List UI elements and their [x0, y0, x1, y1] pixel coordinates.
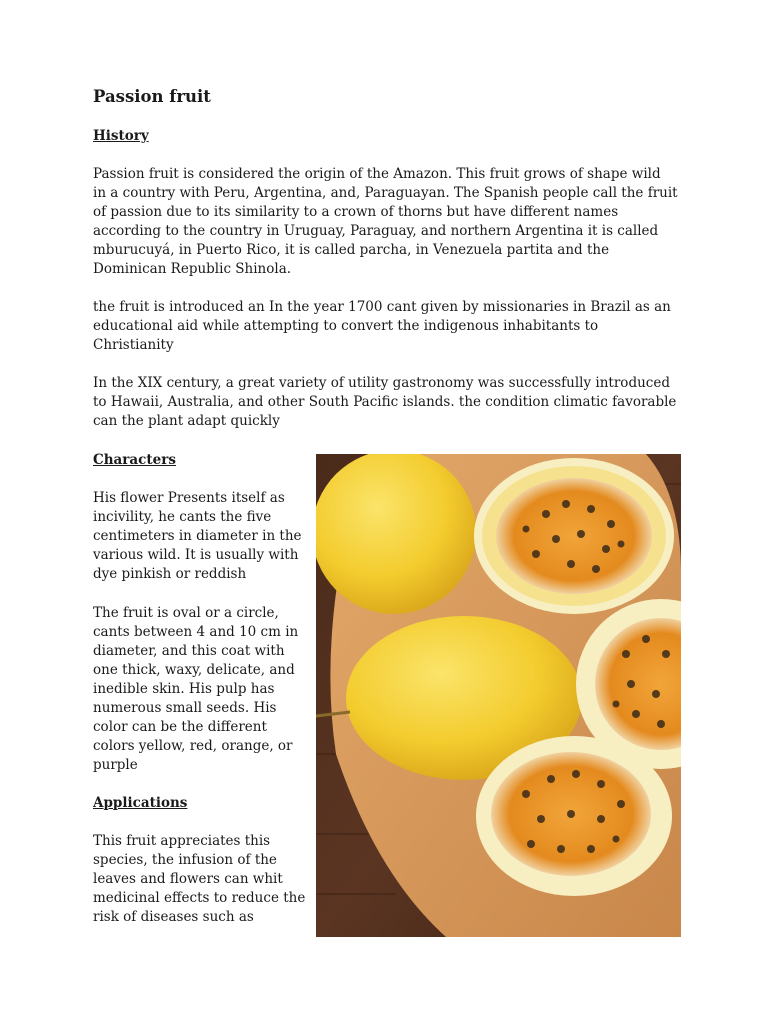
- history-paragraph-3: In the XIX century, a great variety of utility gastronomy was successfully introduced to Hawaii, Australia, and other South Pacific islands. the condition climatic favorable can the plant adapt quickly: [93, 375, 677, 429]
- characters-paragraph-2: The fruit is oval or a circle, cants between 4 and 10 cm in diameter, and this coat with one thick, waxy, delicate, and inedible skin. His pulp has numerous small seeds. His color can be the different colors yellow, red, orange, or purple: [93, 605, 299, 773]
- heading-history: History: [93, 128, 149, 144]
- halved-fruit-top-pulp: [496, 478, 652, 594]
- heading-applications: Applications: [93, 795, 188, 811]
- heading-characters: Characters: [93, 452, 176, 468]
- page-title: Passion fruit: [93, 87, 211, 106]
- history-paragraph-2: the fruit is introduced an In the year 1700 cant given by missionaries in Brazil as an educational aid while attempting to convert the indigenous inhabitants to Christianity: [93, 299, 671, 353]
- characters-paragraph-1: His flower Presents itself as incivility, he cants the five centimeters in diameter in the various wild. It is usually with dye pinkish or reddish: [93, 490, 302, 582]
- passion-fruit-illustration: [316, 454, 681, 937]
- history-paragraph-1: Passion fruit is considered the origin of the Amazon. This fruit grows of shape wild in a country with Peru, Argentina, and, Paraguayan. The Spanish people call the fruit of passion due to its similarity to a crown of thorns but have different names according to the country in Uruguay, Paraguay, and northern Argentina it is called mburucuyá, in Puerto Rico, it is called parcha, in Venezuela partita and the Dominican Republic Shinola.: [93, 166, 678, 277]
- passion-fruit-photo: [316, 454, 681, 937]
- applications-paragraph-1: This fruit appreciates this species, the infusion of the leaves and flowers can whit medicinal effects to reduce the risk of diseases such as: [93, 833, 306, 925]
